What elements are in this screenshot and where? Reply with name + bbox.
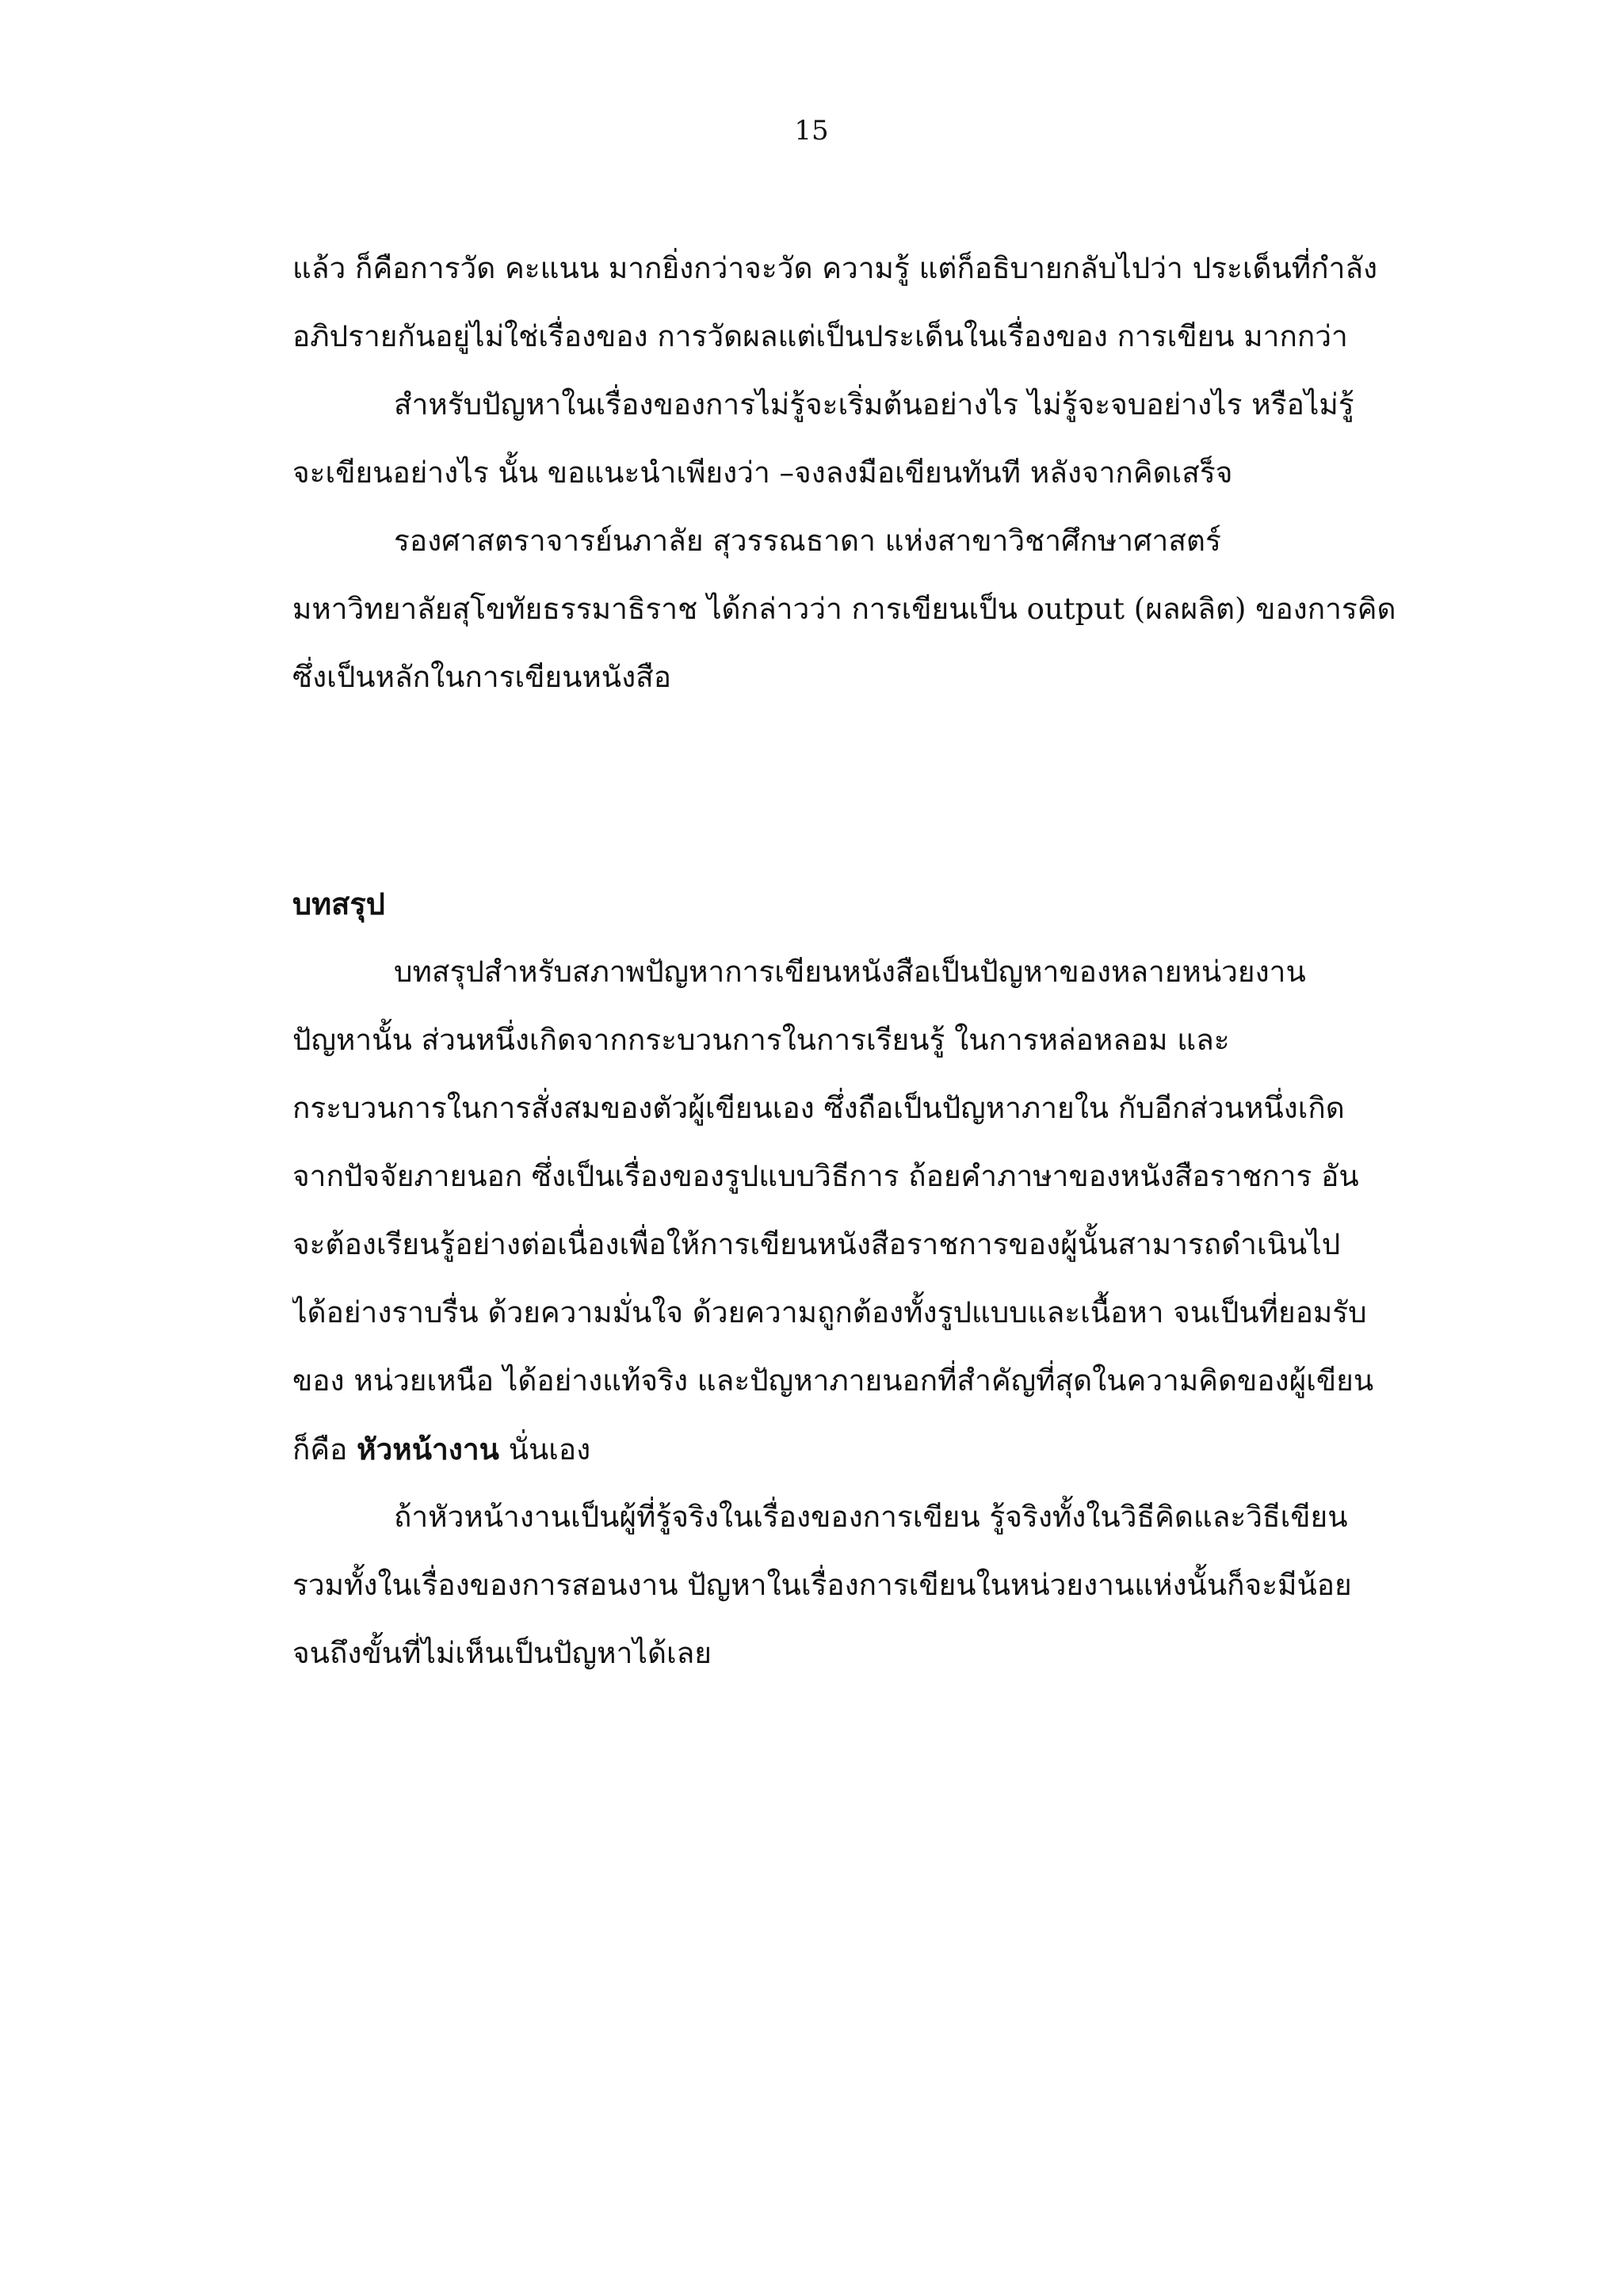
text-line: สำหรับปัญหาในเรื่องของการไม่รู้จะเริ่มต้นอย่างไร ไม่รู้จะจบอย่างไร หรือไม่รู้: [394, 387, 1354, 421]
text-line: บทสรุปสำหรับสภาพปัญหาการเขียนหนังสือเป็นปัญหาของหลายหน่วยงาน: [394, 955, 1306, 989]
section-heading: บทสรุป: [292, 886, 385, 921]
text-line: มหาวิทยาลัยสุโขทัยธรรมาธิราช ได้กล่าวว่า การเขียนเป็น output (ผลผลิต) ของการคิด: [292, 592, 1396, 626]
text-line: ของ หน่วยเหนือ ได้อย่างแท้จริง และปัญหาภายนอกที่สำคัญที่สุดในความคิดของผู้เขียน: [292, 1363, 1374, 1398]
text-line: ถ้าหัวหน้างานเป็นผู้ที่รู้จริงในเรื่องของการเขียน รู้จริงทั้งในวิธีคิดและวิธีเขียน: [394, 1500, 1348, 1534]
line-suffix: นั่นเอง: [498, 1432, 591, 1466]
text-line: จนถึงขั้นที่ไม่เห็นเป็นปัญหาได้เลย: [292, 1636, 712, 1670]
text-line: ได้อย่างราบรื่น ด้วยความมั่นใจ ด้วยความถูกต้องทั้งรูปแบบและเนื้อหา จนเป็นที่ยอมรับ: [292, 1295, 1367, 1329]
intro-paragraphs: [292, 235, 1434, 711]
text-line: ซึ่งเป็นหลักในการเขียนหนังสือ: [292, 660, 671, 694]
text-line: จากปัจจัยภายนอก ซึ่งเป็นเรื่องของรูปแบบวิธีการ ถ้อยคำภาษาของหนังสือราชการ อัน: [292, 1159, 1359, 1193]
line-prefix: ก็คือ: [292, 1432, 357, 1466]
text-line: แล้ว ก็คือการวัด คะแนน มากยิ่งกว่าจะวัด ความรู้ แต่ก็อธิบายกลับไปว่า ประเด็นที่กำลัง: [292, 251, 1378, 285]
page-number: 15: [794, 115, 829, 147]
text-line: จะต้องเรียนรู้อย่างต่อเนื่องเพื่อให้การเขียนหนังสือราชการของผู้นั้นสามารถดำเนินไป: [292, 1227, 1341, 1261]
text-line: อภิปรายกันอยู่ไม่ใช่เรื่องของ การวัดผลแต่เป็นประเด็นในเรื่องของ การเขียน มากกว่า: [292, 319, 1348, 353]
text-line: กระบวนการในการสั่งสมของตัวผู้เขียนเอง ซึ่งถือเป็นปัญหาภายใน กับอีกส่วนหนึ่งเกิด: [292, 1091, 1345, 1125]
text-line: รองศาสตราจารย์นภาลัย สุวรรณธาดา แห่งสาขาวิชาศึกษาศาสตร์: [394, 524, 1221, 558]
bold-term: หัวหน้างาน: [357, 1432, 499, 1466]
text-line: ปัญหานั้น ส่วนหนึ่งเกิดจากกระบวนการในการเรียนรู้ ในการหล่อหลอม และ: [292, 1023, 1230, 1057]
conclusion-paragraphs: [292, 938, 1434, 1688]
text-line: จะเขียนอย่างไร นั้น ขอแนะนำเพียงว่า –จงลงมือเขียนทันที หลังจากคิดเสร็จ: [292, 456, 1233, 490]
text-line-with-bold: [292, 1415, 1434, 1483]
text-line: รวมทั้งในเรื่องของการสอนงาน ปัญหาในเรื่องการเขียนในหน่วยงานแห่งนั้นก็จะมีน้อย: [292, 1568, 1352, 1602]
